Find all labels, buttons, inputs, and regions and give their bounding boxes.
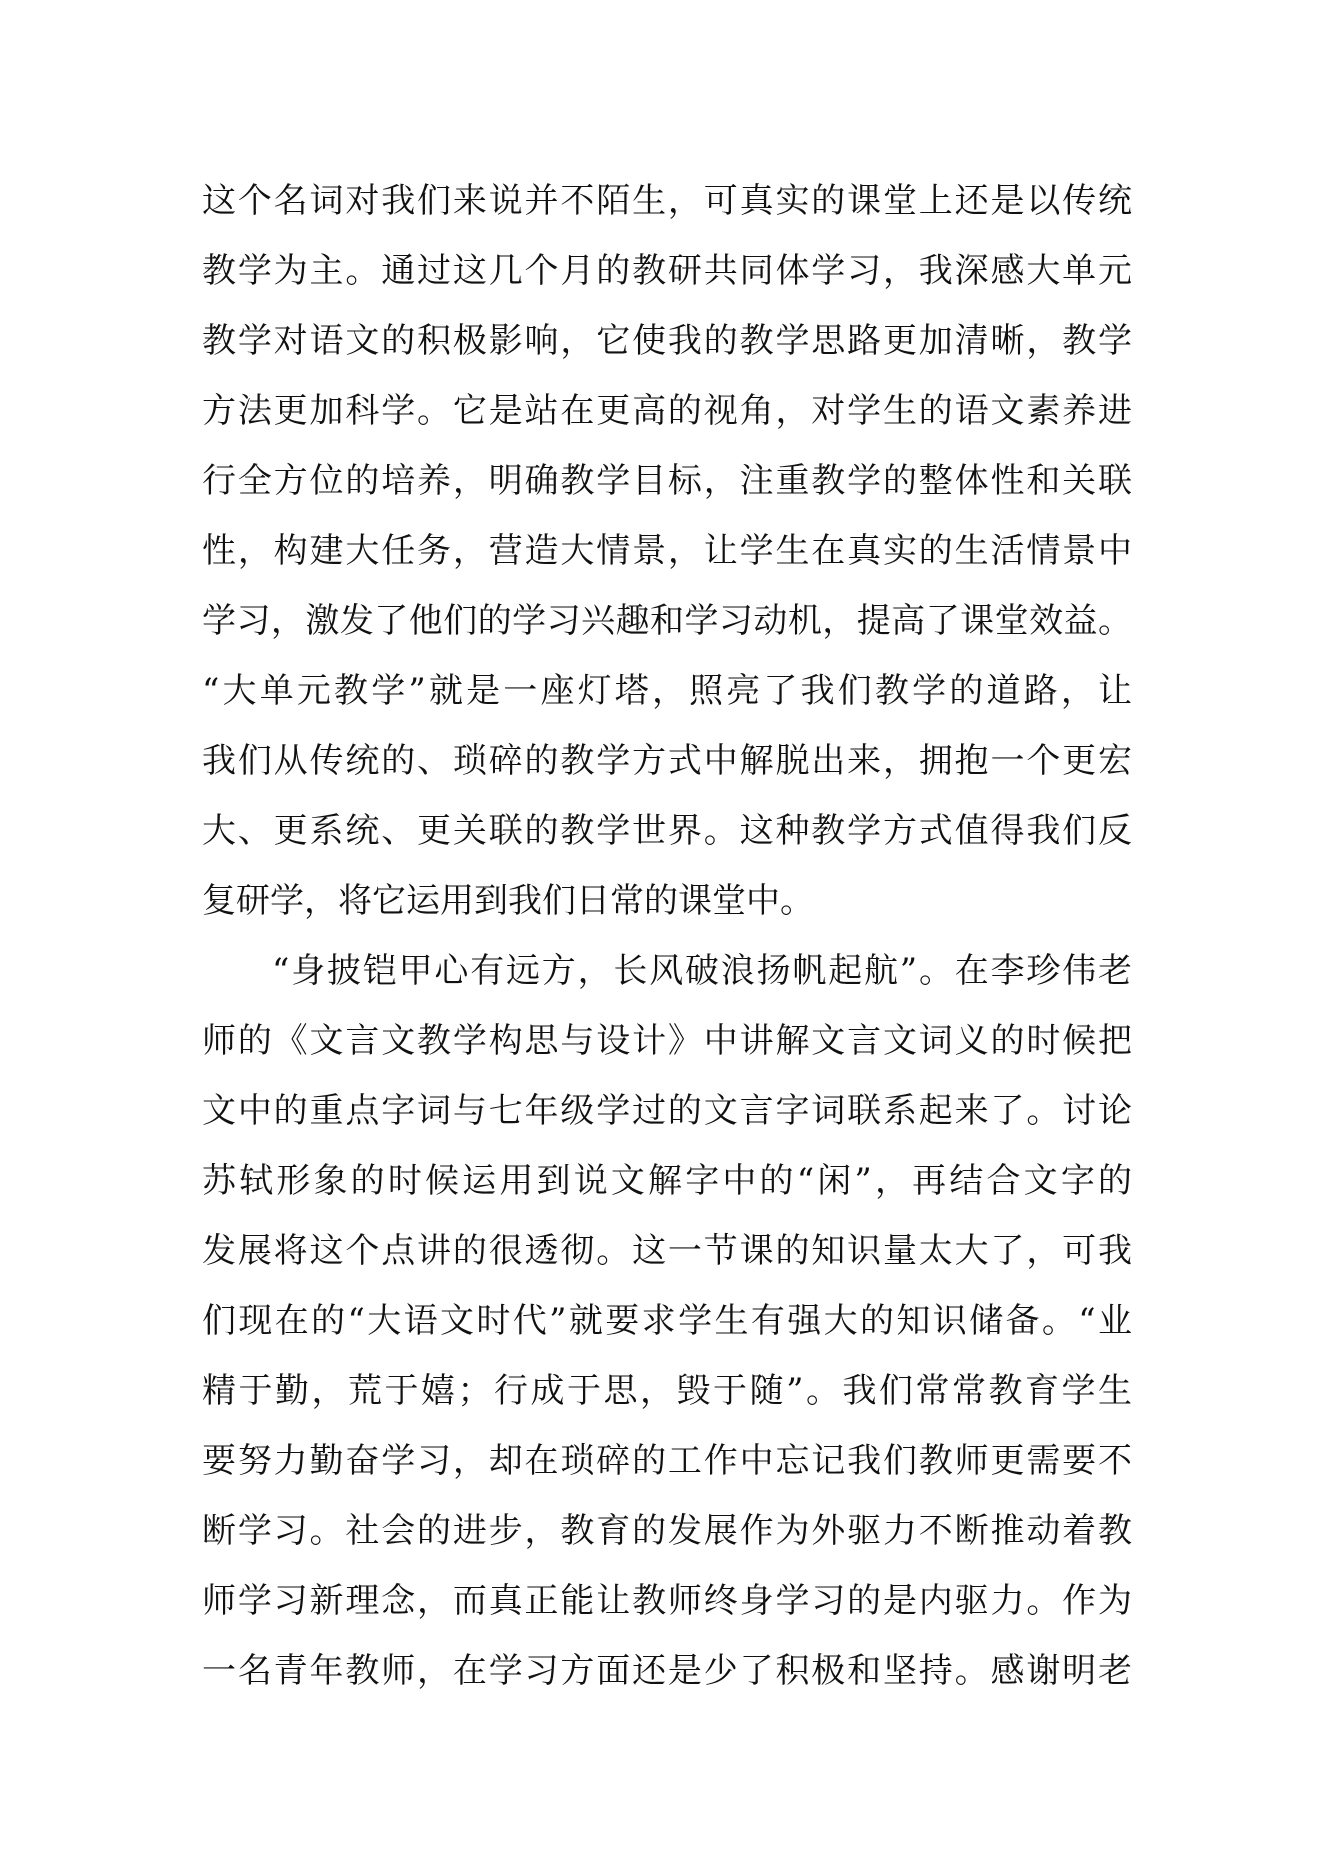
text-line: 教学为主。通过这几个月的教研共同体学习，我深感大单元 xyxy=(202,251,1132,291)
text-line: 方法更加科学。它是站在更高的视角，对学生的语文素养进 xyxy=(202,391,1132,431)
text-line: 们现在的“大语文时代”就要求学生有强大的知识储备。“业 xyxy=(202,1301,1132,1341)
text-line: 我们从传统的、琐碎的教学方式中解脱出来，拥抱一个更宏 xyxy=(202,741,1132,781)
text-line: 复研学，将它运用到我们日常的课堂中。 xyxy=(202,881,814,921)
text-line: 师的《文言文教学构思与设计》中讲解文言文词义的时候把 xyxy=(202,1021,1132,1061)
text-line: 苏轼形象的时候运用到说文解字中的“闲”，再结合文字的 xyxy=(202,1161,1132,1201)
text-line: 行全方位的培养，明确教学目标，注重教学的整体性和关联 xyxy=(202,461,1132,501)
text-line: 这个名词对我们来说并不陌生，可真实的课堂上还是以传统 xyxy=(202,181,1132,221)
text-line: 师学习新理念，而真正能让教师终身学习的是内驱力。作为 xyxy=(202,1581,1132,1621)
text-line: 一名青年教师，在学习方面还是少了积极和坚持。感谢明老 xyxy=(202,1651,1132,1691)
text-line: 教学对语文的积极影响，它使我的教学思路更加清晰，教学 xyxy=(202,321,1132,361)
paragraph-2 xyxy=(202,936,1132,1706)
text-line: 精于勤，荒于嬉；行成于思，毁于随”。我们常常教育学生 xyxy=(202,1371,1132,1411)
text-line: 文中的重点字词与七年级学过的文言字词联系起来了。讨论 xyxy=(202,1091,1132,1131)
text-line: 学习，激发了他们的学习兴趣和学习动机，提高了课堂效益。 xyxy=(202,601,1132,641)
text-line: “大单元教学”就是一座灯塔，照亮了我们教学的道路，让 xyxy=(202,671,1132,711)
text-line: 发展将这个点讲的很透彻。这一节课的知识量太大了，可我 xyxy=(202,1231,1132,1271)
text-line: 要努力勤奋学习，却在琐碎的工作中忘记我们教师更需要不 xyxy=(202,1441,1132,1481)
text-line: 大、更系统、更关联的教学世界。这种教学方式值得我们反 xyxy=(202,811,1132,851)
paragraph-1 xyxy=(202,166,1132,936)
text-line: 性，构建大任务，营造大情景，让学生在真实的生活情景中 xyxy=(202,531,1132,571)
body-text xyxy=(202,166,1132,1706)
text-line: 断学习。社会的进步，教育的发展作为外驱力不断推动着教 xyxy=(202,1511,1132,1551)
text-line: “身披铠甲心有远方，长风破浪扬帆起航”。在李珍伟老 xyxy=(272,951,1132,991)
